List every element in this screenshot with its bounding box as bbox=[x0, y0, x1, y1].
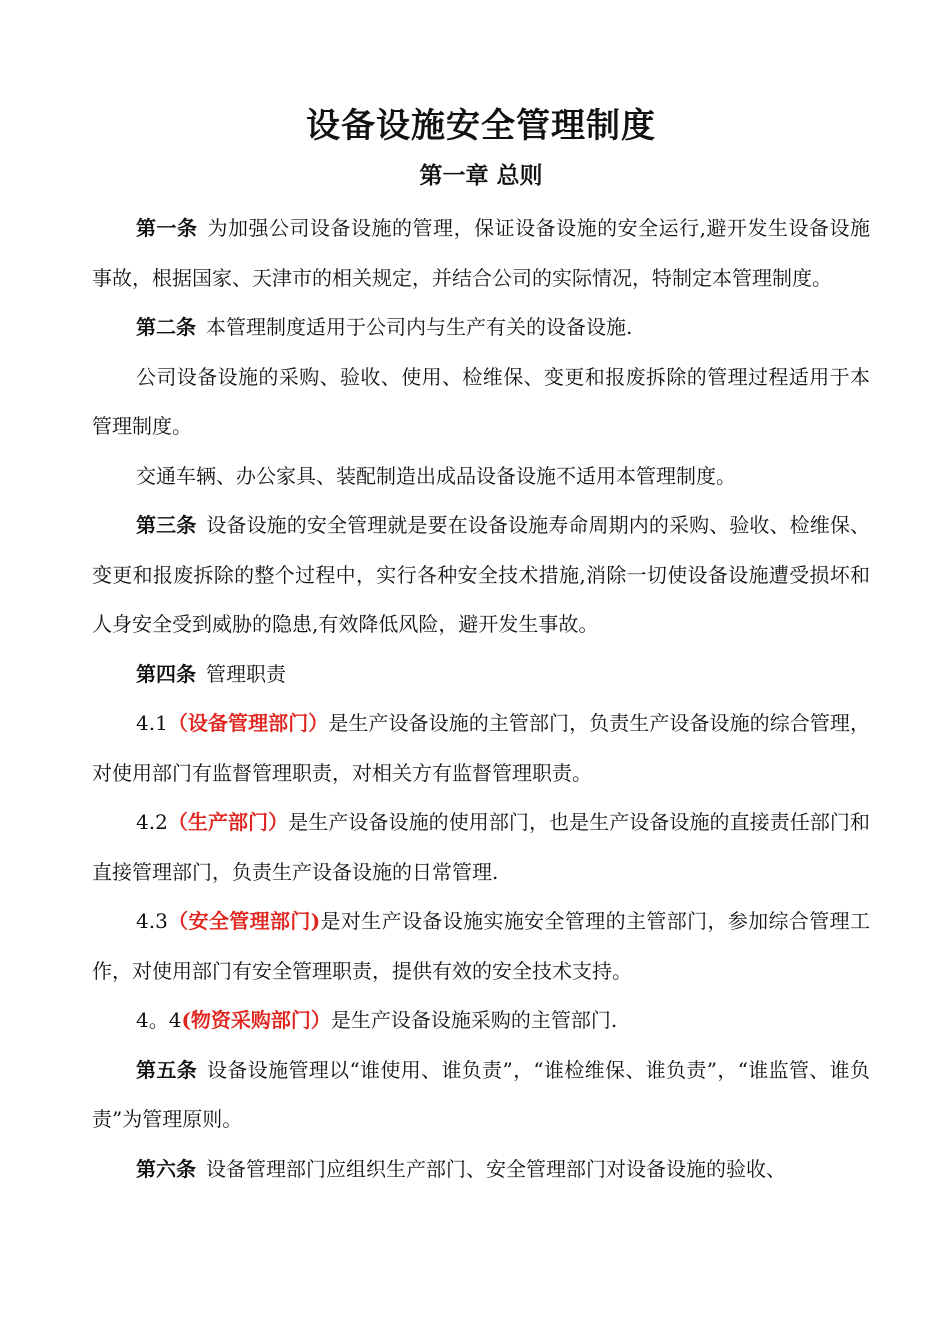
clause-4-2 bbox=[92, 798, 870, 897]
article-1-text: 为加强公司设备设施的管理，保证设备设施的安全运行,避开发生设备设施事故，根据国家、天津市的相关规定，并结合公司的实际情况，特制定本管理制度。 bbox=[92, 216, 871, 290]
clause-4-1 bbox=[92, 699, 870, 798]
clause-4-4 bbox=[92, 996, 870, 1046]
clause-4-4-number: 4。4 bbox=[136, 1008, 182, 1032]
article-2-scope bbox=[92, 353, 870, 452]
article-4 bbox=[92, 650, 870, 700]
clause-4-2-department: （生产部门） bbox=[167, 810, 289, 834]
clause-4-4-department: (物资采购部门） bbox=[181, 1008, 331, 1032]
article-2-text: 本管理制度适用于公司内与生产有关的设备设施. bbox=[206, 315, 633, 339]
article-6-text: 设备管理部门应组织生产部门、安全管理部门对设备设施的验收、 bbox=[206, 1156, 786, 1181]
clause-4-4-text: 是生产设备设施采购的主管部门. bbox=[330, 1008, 618, 1032]
article-6 bbox=[92, 1145, 870, 1195]
article-1 bbox=[92, 204, 870, 303]
clause-4-3-number: 4.3 bbox=[136, 909, 168, 933]
chapter-title: 第一章 总则 bbox=[419, 162, 543, 189]
clause-4-1-department: （设备管理部门） bbox=[167, 711, 329, 735]
article-4-text: 管理职责 bbox=[206, 661, 286, 686]
clause-4-3-department: （安全管理部门) bbox=[167, 909, 321, 933]
article-3-text: 设备设施的安全管理就是要在设备设施寿命周期内的采购、验收、检维保、变更和报废拆除的整个过程中，实行各种安全技术措施,消除一切使设备设施遭受损坏和人身安全受到威胁的隐患,有效降低风险，避开发生事故。 bbox=[92, 513, 871, 636]
clause-4-1-number: 4.1 bbox=[136, 711, 168, 735]
article-2-exclusion-text: 交通车辆、办公家具、装配制造出成品设备设施不适用本管理制度。 bbox=[136, 463, 736, 488]
document-title: 设备设施安全管理制度 bbox=[306, 106, 656, 146]
clause-4-3 bbox=[92, 897, 870, 996]
clause-4-2-text: 是生产设备设施的使用部门，也是生产设备设施的直接责任部门和直接管理部门，负责生产设备设施的日常管理. bbox=[92, 810, 870, 884]
article-6-lead: 第六条 bbox=[136, 1156, 196, 1181]
article-2-lead: 第二条 bbox=[136, 315, 196, 339]
article-2-exclusion bbox=[92, 452, 870, 502]
article-4-lead: 第四条 bbox=[136, 661, 196, 686]
article-2 bbox=[92, 303, 870, 353]
article-1-lead: 第一条 bbox=[136, 216, 198, 240]
clause-4-3-text: 是对生产设备设施实施安全管理的主管部门，参加综合管理工作，对使用部门有安全管理职责，提供有效的安全技术支持。 bbox=[92, 909, 870, 983]
clause-4-2-number: 4.2 bbox=[136, 810, 168, 834]
article-5 bbox=[92, 1046, 870, 1145]
article-3 bbox=[92, 501, 870, 650]
article-5-text: 设备设施管理以“谁使用、谁负责”，“谁检维保、谁负责”，“谁监管、谁负责”为管理原则。 bbox=[92, 1057, 871, 1131]
clause-4-1-text: 是生产设备设施的主管部门，负责生产设备设施的综合管理，对使用部门有监督管理职责，对相关方有监督管理职责。 bbox=[92, 711, 870, 785]
article-2-scope-text: 公司设备设施的采购、验收、使用、检维保、变更和报废拆除的管理过程适用于本管理制度。 bbox=[92, 364, 870, 438]
article-5-lead: 第五条 bbox=[136, 1057, 198, 1082]
article-3-lead: 第三条 bbox=[136, 513, 197, 537]
